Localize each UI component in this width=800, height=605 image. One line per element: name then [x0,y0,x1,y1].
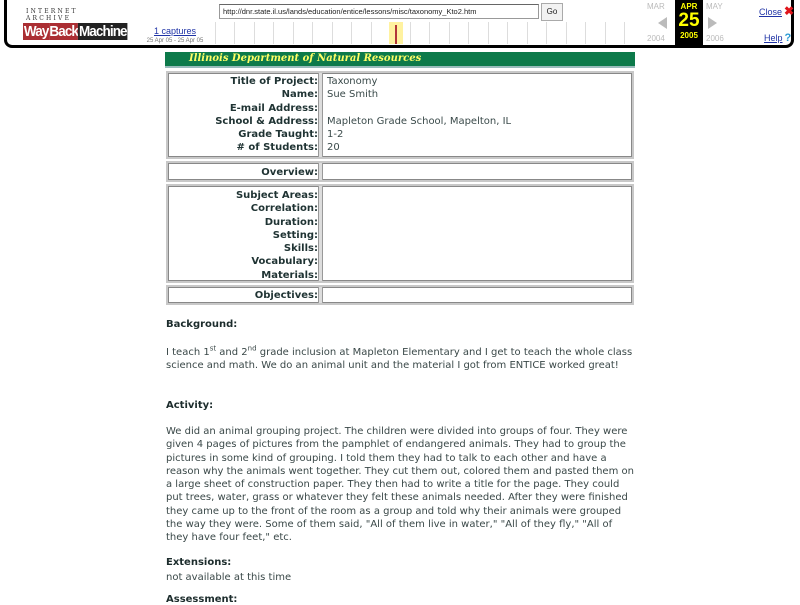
table-row [172,229,327,242]
table-row [172,269,327,282]
next-year-link: 2006 [706,34,724,43]
next-arrow-icon [708,17,717,29]
wayback-machine-wordmark: WayBackMachine [23,23,127,40]
table-row [172,255,327,268]
timeline-tick [449,22,450,44]
field-value: Mapleton Grade School, Mapelton, IL [327,115,512,127]
background-heading: Background: [166,319,238,330]
objectives-table [172,289,327,302]
prev-arrow-icon [658,17,667,29]
extensions-text: not available at this time [166,572,292,583]
go-button[interactable]: Go [541,3,563,21]
field-label: Grade Taught: [238,129,318,141]
timeline-tick [429,22,430,44]
captures-range: 25 Apr 05 - 25 Apr 05 [146,38,204,44]
help-link[interactable]: Help [764,33,783,43]
next-month-link: MAY [706,2,723,11]
lesson-details-box [166,184,634,283]
field-label: Name: [281,89,318,101]
extensions-heading: Extensions: [166,557,232,568]
capture-timeline[interactable] [215,22,635,44]
field-value: Sue Smith [327,89,379,101]
field-label: School & Address: [215,115,318,127]
timeline-tick [234,22,235,44]
field-label: Overview: [261,167,318,178]
prev-year-link: 2004 [647,34,665,43]
current-date: APR 25 2005 [675,0,703,45]
prev-month-link: MAR [647,2,665,11]
field-label: Duration: [264,216,318,228]
timeline-tick [215,22,216,44]
timeline-tick [293,22,294,44]
field-value [322,229,327,242]
timeline-tick [527,22,528,44]
close-button[interactable] [759,4,794,18]
field-label: Materials: [261,269,318,281]
field-value [322,269,327,282]
objectives-box [166,285,634,305]
field-value: 20 [327,142,340,154]
table-row [172,115,511,128]
overview-box [166,161,634,182]
idnr-banner [165,52,635,68]
timeline-tick [312,22,313,44]
captures-link[interactable]: 1 captures [153,26,197,36]
field-value: Taxonomy [327,76,378,87]
project-info-table [172,75,511,155]
table-row [172,202,327,215]
wayback-toolbar [4,0,794,48]
assessment-heading: Assessment: [166,594,238,605]
timeline-tick [273,22,274,44]
timeline-tick [468,22,469,44]
timeline-tick [624,22,625,44]
banner-title: Illinois Department of Natural Resources [189,53,422,64]
timeline-tick [585,22,586,44]
calendar-navigator [640,0,750,46]
timeline-tick [254,22,255,44]
project-info-box [166,71,634,159]
timeline-tick [371,22,372,44]
field-label: # of Students: [236,142,318,154]
timeline-tick [605,22,606,44]
field-label: Correlation: [250,203,318,215]
field-label: Subject Areas: [235,190,318,201]
field-label: Setting: [272,229,318,241]
help-button[interactable] [764,32,791,44]
table-row [172,289,327,302]
field-label: Title of Project: [230,76,318,87]
timeline-tick [332,22,333,44]
table-row [172,128,511,141]
timeline-tick [410,22,411,44]
table-row [172,242,327,255]
field-value [322,202,327,215]
activity-text: We did an animal grouping project. The children were divided into groups of four. They were given 4 pages of pictures from the pamphlet of endangered animals. They had to group the pictures in some kind of grouping. I told them they had to talk to each other and have a reason why the animals went together. They cut them out, colored them and pasted them on a large sheet of construction paper. They then had to write a title for the page. They could put trees, water, grass or whatever they felt these animals needed. After they were finished they came up to the front of the room as a group and told why their animals were grouped the way they were. Some of them said, "All of them live in water," "All of they fly," "All of they have four feet," etc. [166,426,634,544]
field-label: Objectives: [254,290,318,301]
field-label: Skills: [283,243,318,255]
table-row [172,141,511,154]
overview-table [172,166,327,179]
table-row [172,189,327,202]
table-row [172,102,511,115]
timeline-tick [507,22,508,44]
timeline-tick [488,22,489,44]
timeline-tick [566,22,567,44]
field-value [322,289,327,302]
background-text: I teach 1st and 2nd grade inclusion at Mapleton Elementary and I get to teach the whole class science and math. We do an animal unit and the material I got from ENTICE worked great! [166,344,633,372]
captures-info [135,26,215,44]
field-value [322,166,327,179]
close-link[interactable]: Close [759,7,783,17]
field-value [322,242,327,255]
field-label: Vocabulary: [251,256,318,268]
capture-marker[interactable] [395,25,397,44]
timeline-tick [546,22,547,44]
table-row [172,216,327,229]
help-icon[interactable]: ? [784,32,792,44]
close-icon[interactable]: ✖ [784,4,795,18]
activity-heading: Activity: [166,400,214,411]
field-value [322,255,327,268]
wayback-logo[interactable] [23,8,127,40]
field-label: E-mail Address: [229,102,318,114]
table-row [172,88,511,101]
field-value: 1-2 [327,129,344,141]
field-value [322,102,511,115]
internet-archive-label: INTERNET ARCHIVE [26,8,78,22]
lesson-details-table [172,189,327,282]
table-row [172,75,511,88]
url-input[interactable]: http://dnr.state.il.us/lands/education/entice/lessons/misc/taxonomy_Kto2.htm [219,4,539,19]
field-value [322,216,327,229]
field-value [322,189,327,202]
timeline-tick [351,22,352,44]
table-row [172,166,327,179]
